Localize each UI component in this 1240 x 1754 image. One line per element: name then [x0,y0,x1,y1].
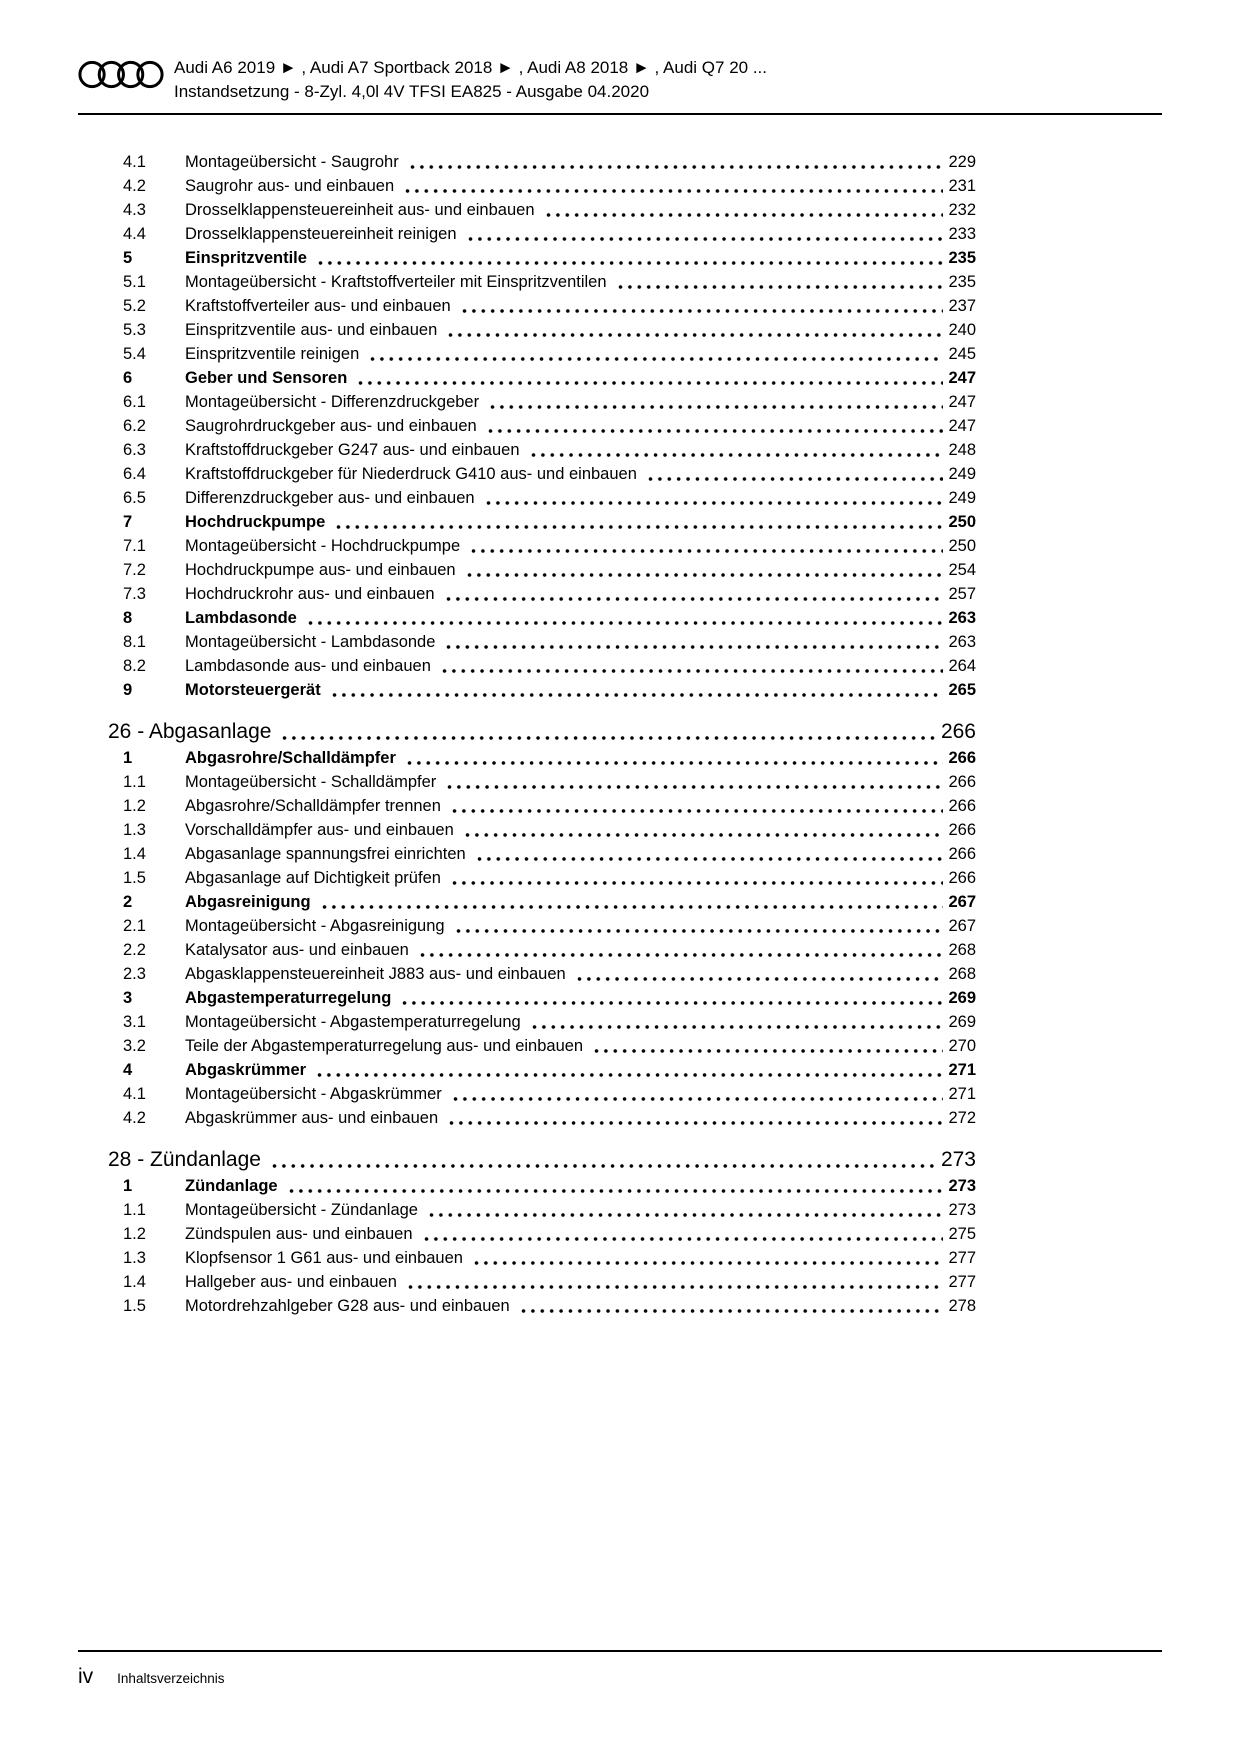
toc-entry-number: 4.2 [123,1109,146,1127]
toc-entry-number: 9 [123,681,133,699]
toc-entry-page: 277 [948,1249,976,1267]
dot-leader [440,654,943,678]
dot-leader [368,342,943,366]
toc-entry-title: Kraftstoffdruckgeber G247 aus- und einbauen [185,441,520,459]
toc-entry-number: 7 [123,513,133,531]
toc-entry-title: Abgaskrümmer [185,1061,307,1079]
toc-row [108,842,976,866]
toc-entry-title: Montageübersicht - Hochdruckpumpe [185,537,461,555]
toc-entry-number: 6.5 [123,489,146,507]
toc-entry-title: Abgasanlage auf Dichtigkeit prüfen [185,869,441,887]
toc-entry-title: Montageübersicht - Abgastemperaturregelung [185,1013,521,1031]
toc-entry-title: Motordrehzahlgeber G28 aus- und einbauen [185,1297,510,1315]
page-header [78,56,1162,115]
dot-leader [450,866,943,890]
toc-entry-page: 247 [948,417,976,435]
dot-leader [484,486,943,510]
toc-row [108,938,976,962]
toc-row [108,582,976,606]
toc-entry-title: Abgasanlage spannungsfrei einrichten [185,845,466,863]
toc-entry-title: Einspritzventile reinigen [185,345,360,363]
footer-rule [78,1650,1162,1652]
toc-row [108,1058,976,1082]
dot-leader [330,678,943,702]
toc-entry-page: 266 [948,845,976,863]
toc-entry-number: 4.1 [123,1085,146,1103]
dot-leader [403,174,943,198]
toc-row [108,1034,976,1058]
toc-entry-number: 1.4 [123,845,146,863]
toc-entry-number: 1 [123,1177,133,1195]
vehicle-models-line: Audi A6 2019 ► , Audi A7 Sportback 2018 ► , Audi A8 2018 ► , Audi Q7 20 ... [174,58,767,77]
dot-leader [406,1270,943,1294]
toc-entry-page: 272 [948,1109,976,1127]
toc-entry-title: Teile der Abgastemperaturregelung aus- und einbauen [185,1037,584,1055]
toc-entry-page: 277 [948,1273,976,1291]
dot-leader [575,962,943,986]
dot-leader [270,1145,938,1174]
toc-entry-title: Abgaskrümmer aus- und einbauen [185,1109,439,1127]
dot-leader [460,294,943,318]
toc-entry-number: 1.1 [123,1201,146,1219]
toc-entry-page: 269 [948,989,976,1007]
toc-entry-page: 232 [948,201,976,219]
dot-leader [444,582,944,606]
toc-entry-number: 6 [123,369,133,387]
toc-row [108,318,976,342]
toc-entry-number: 4.4 [123,225,146,243]
manual-title-line: Instandsetzung - 8-Zyl. 4,0l 4V TFSI EA825 - Ausgabe 04.2020 [174,82,650,101]
toc-entry-number: 3 [123,989,133,1007]
dot-leader [316,246,943,270]
toc-entry-number: 4 [123,1061,133,1079]
toc-entry-page: 269 [948,1013,976,1031]
toc-entry-title: 26 - Abgasanlage [108,720,272,743]
toc-entry-page: 266 [948,749,976,767]
dot-leader [529,438,943,462]
toc-entry-page: 250 [948,513,976,531]
toc-entry-page: 278 [948,1297,976,1315]
toc-entry-title: Montageübersicht - Saugrohr [185,153,399,171]
toc-entry-number: 2.3 [123,965,146,983]
toc-row [108,914,976,938]
dot-leader [427,1198,943,1222]
toc-entry-title: Abgasreinigung [185,893,311,911]
toc-row [108,1294,976,1318]
toc-entry-page: 245 [948,345,976,363]
dot-leader [334,510,943,534]
toc-entry-title: Hallgeber aus- und einbauen [185,1273,397,1291]
toc-entry-number: 3.1 [123,1013,146,1031]
toc-row [108,438,976,462]
toc-entry-title: Zündspulen aus- und einbauen [185,1225,413,1243]
toc-row [108,246,976,270]
toc-entry-page: 233 [948,225,976,243]
toc-entry-title: Hochdruckpumpe aus- und einbauen [185,561,456,579]
toc-row [108,678,976,702]
toc-entry-page: 266 [948,797,976,815]
toc-entry-page: 250 [948,537,976,555]
dot-leader [405,746,943,770]
toc-entry-title: Abgasklappensteuereinheit J883 aus- und einbauen [185,965,566,983]
toc-row [108,746,976,770]
toc-entry-page: 267 [948,893,976,911]
toc-row [108,510,976,534]
toc-entry-number: 1.4 [123,1273,146,1291]
toc-entry-number: 6.3 [123,441,146,459]
toc-entry-title: 28 - Zündanlage [108,1148,261,1171]
dot-leader [592,1034,943,1058]
toc-row [108,1270,976,1294]
dot-leader [530,1010,943,1034]
toc-entry-page: 249 [948,489,976,507]
toc-entry-title: Abgasrohre/Schalldämpfer [185,749,396,767]
toc-entry-page: 268 [948,941,976,959]
toc-entry-page: 266 [940,720,976,743]
toc-row [108,534,976,558]
toc-entry-title: Lambdasonde [185,609,297,627]
dot-leader [280,717,937,746]
dot-leader [646,462,943,486]
toc-row [108,198,976,222]
dot-leader [306,606,943,630]
dot-leader [544,198,944,222]
toc-row [108,890,976,914]
dot-leader [320,890,943,914]
dot-leader [400,986,943,1010]
toc-entry-title: Katalysator aus- und einbauen [185,941,409,959]
toc-entry-number: 7.3 [123,585,146,603]
toc-entry-page: 235 [948,249,976,267]
toc-entry-number: 2 [123,893,133,911]
toc-entry-title: Motorsteuergerät [185,681,321,699]
toc-row [108,1246,976,1270]
toc-entry-number: 5 [123,249,133,267]
toc-entry-page: 240 [948,321,976,339]
toc-entry-page: 271 [948,1085,976,1103]
toc-entry-title: Einspritzventile [185,249,307,267]
toc-entry-page: 231 [948,177,976,195]
toc-entry-page: 268 [948,965,976,983]
toc-entry-number: 1.3 [123,1249,146,1267]
dot-leader [486,414,943,438]
toc-entry-number: 5.2 [123,297,146,315]
toc-entry-page: 247 [948,393,976,411]
toc-entry-title: Montageübersicht - Schalldämpfer [185,773,437,791]
dot-leader [463,818,943,842]
toc-row [108,1106,976,1130]
toc-row [108,294,976,318]
toc-entry-number: 6.1 [123,393,146,411]
dot-leader [450,794,943,818]
toc-entry-number: 5.4 [123,345,146,363]
toc-entry-number: 1 [123,749,133,767]
toc-row [108,962,976,986]
toc-entry-title: Lambdasonde aus- und einbauen [185,657,431,675]
toc-entry-title: Drosselklappensteuereinheit reinigen [185,225,457,243]
toc-entry-page: 264 [948,657,976,675]
toc-entry-title: Hochdruckpumpe [185,513,326,531]
toc-row [108,1198,976,1222]
toc-entry-number: 7.1 [123,537,146,555]
dot-leader [519,1294,943,1318]
toc-entry-number: 3.2 [123,1037,146,1055]
toc-entry-page: 273 [948,1201,976,1219]
dot-leader [466,222,943,246]
toc-entry-title: Montageübersicht - Zündanlage [185,1201,418,1219]
dot-leader [447,1106,943,1130]
toc-entry-title: Kraftstoffdruckgeber für Niederdruck G410 aus- und einbauen [185,465,637,483]
toc-entry-number: 5.3 [123,321,146,339]
toc-entry-page: 271 [948,1061,976,1079]
toc-row [108,486,976,510]
dot-leader [444,630,943,654]
toc-entry-number: 1.2 [123,797,146,815]
toc-row [108,150,976,174]
toc-entry-page: 247 [948,369,976,387]
toc-entry-page: 229 [948,153,976,171]
toc-entry-number: 2.1 [123,917,146,935]
toc-entry-number: 8.2 [123,657,146,675]
dot-leader [446,318,943,342]
toc-entry-title: Drosselklappensteuereinheit aus- und einbauen [185,201,535,219]
toc-entry-page: 248 [948,441,976,459]
toc-entry-page: 263 [948,609,976,627]
toc-entry-page: 237 [948,297,976,315]
toc-entry-page: 273 [948,1177,976,1195]
toc-entry-number: 8.1 [123,633,146,651]
toc-row [108,1174,976,1198]
dot-leader [445,770,943,794]
toc-row [108,1145,976,1174]
toc-entry-number: 1.2 [123,1225,146,1243]
toc-entry-title: Montageübersicht - Kraftstoffverteiler mit Einspritzventilen [185,273,607,291]
dot-leader [469,534,943,558]
toc-entry-title: Klopfsensor 1 G61 aus- und einbauen [185,1249,463,1267]
toc-entry-title: Montageübersicht - Abgaskrümmer [185,1085,442,1103]
toc-entry-title: Montageübersicht - Differenzdruckgeber [185,393,480,411]
toc-entry-number: 4.3 [123,201,146,219]
toc-row [108,818,976,842]
toc-entry-title: Differenzdruckgeber aus- und einbauen [185,489,475,507]
toc-entry-page: 275 [948,1225,976,1243]
dot-leader [472,1246,943,1270]
dot-leader [287,1174,943,1198]
dot-leader [475,842,943,866]
toc-entry-page: 249 [948,465,976,483]
toc-entry-number: 6.2 [123,417,146,435]
toc-row [108,794,976,818]
toc-entry-page: 235 [948,273,976,291]
toc-row [108,606,976,630]
toc-row [108,270,976,294]
dot-leader [408,150,943,174]
toc-entry-number: 4.2 [123,177,146,195]
toc-entry-title: Einspritzventile aus- und einbauen [185,321,438,339]
toc-entry-title: Saugrohrdruckgeber aus- und einbauen [185,417,477,435]
toc-entry-number: 1.5 [123,869,146,887]
toc-entry-title: Saugrohr aus- und einbauen [185,177,395,195]
toc-entry-page: 263 [948,633,976,651]
toc-entry-number: 2.2 [123,941,146,959]
toc-entry-page: 266 [948,821,976,839]
dot-leader [418,938,943,962]
toc-entry-number: 1.3 [123,821,146,839]
toc-entry-number: 7.2 [123,561,146,579]
toc-entry-title: Montageübersicht - Lambdasonde [185,633,436,651]
page-footer [78,1650,1162,1689]
toc-entry-title: Vorschalldämpfer aus- und einbauen [185,821,454,839]
toc-entry-title: Geber und Sensoren [185,369,348,387]
dot-leader [616,270,943,294]
dot-leader [356,366,943,390]
toc-row [108,366,976,390]
toc-entry-page: 266 [948,869,976,887]
dot-leader [451,1082,943,1106]
toc-entry-number: 1.1 [123,773,146,791]
toc-row [108,986,976,1010]
toc-row [108,630,976,654]
toc-row [108,770,976,794]
toc-row [108,1010,976,1034]
audi-rings-logo [78,59,164,90]
toc-entry-title: Abgastemperaturregelung [185,989,392,1007]
toc-entry-title: Kraftstoffverteiler aus- und einbauen [185,297,451,315]
toc-entry-title: Montageübersicht - Abgasreinigung [185,917,445,935]
toc-entry-page: 266 [948,773,976,791]
toc-entry-number: 8 [123,609,133,627]
dot-leader [422,1222,943,1246]
toc-row [108,390,976,414]
toc-entry-number: 1.5 [123,1297,146,1315]
dot-leader [315,1058,943,1082]
toc-row [108,414,976,438]
toc-row [108,342,976,366]
toc-row [108,222,976,246]
toc-entry-title: Zündanlage [185,1177,278,1195]
toc-entry-title: Hochdruckrohr aus- und einbauen [185,585,435,603]
toc-entry-number: 6.4 [123,465,146,483]
dot-leader [488,390,943,414]
toc-row [108,462,976,486]
toc-entry-number: 5.1 [123,273,146,291]
toc-row [108,1082,976,1106]
toc [108,150,976,1318]
toc-row [108,654,976,678]
toc-entry-number: 4.1 [123,153,146,171]
toc-row [108,1222,976,1246]
toc-entry-page: 270 [948,1037,976,1055]
toc-entry-page: 273 [940,1148,976,1171]
toc-entry-title: Abgasrohre/Schalldämpfer trennen [185,797,441,815]
header-rule [78,113,1162,115]
toc-entry-page: 257 [948,585,976,603]
toc-row [108,717,976,746]
toc-entry-page: 267 [948,917,976,935]
dot-leader [465,558,943,582]
footer-page-number: iv [78,1665,94,1688]
toc-row [108,558,976,582]
toc-row [108,174,976,198]
toc-entry-page: 265 [948,681,976,699]
toc-row [108,866,976,890]
dot-leader [454,914,943,938]
footer-section-label: Inhaltsverzeichnis [117,1671,225,1686]
toc-entry-page: 254 [948,561,976,579]
